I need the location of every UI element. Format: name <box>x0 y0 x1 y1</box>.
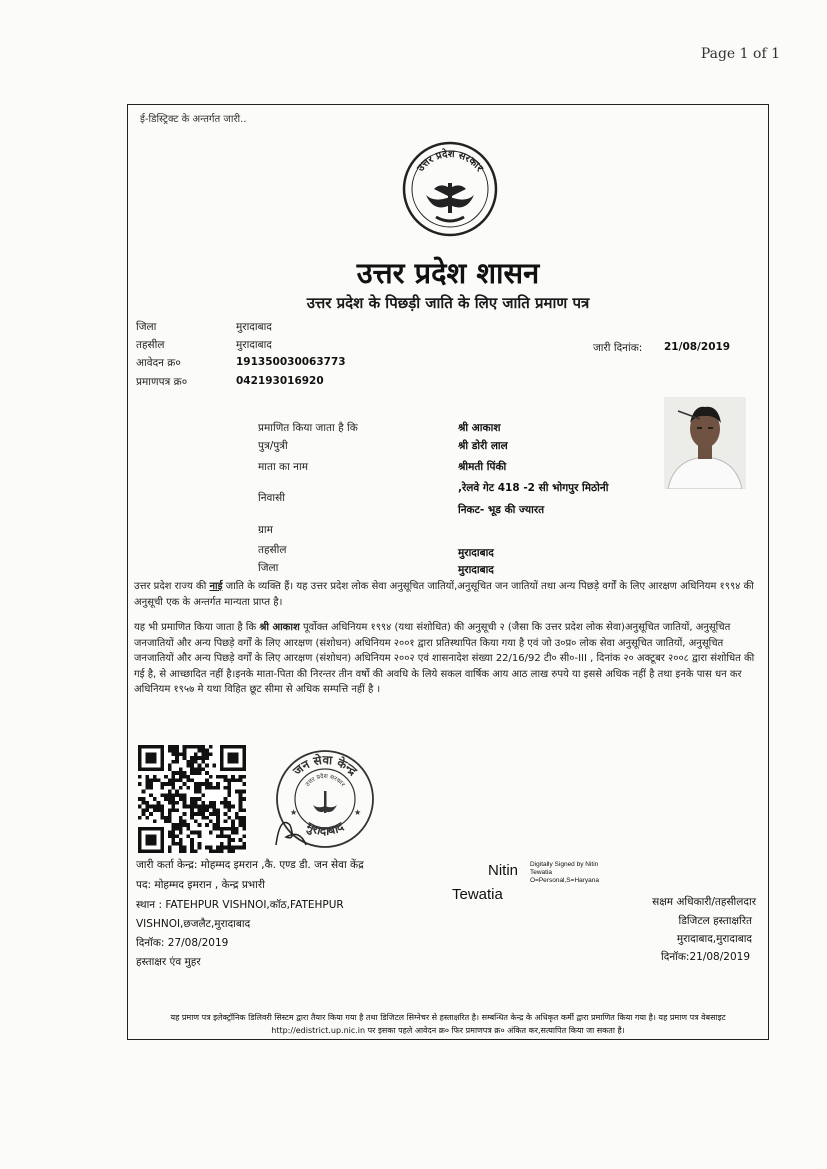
jan-seva-kendra-seal-icon <box>266 745 384 853</box>
tehsil-value: मुरादाबाद <box>236 339 272 351</box>
issuer-signature-label: हस्ताक्षर एंव मुहर <box>136 956 201 968</box>
district-detail-label: जिला <box>258 562 279 574</box>
certificate-frame <box>127 104 769 1040</box>
tehsil-detail-value: मुरादाबाद <box>458 547 494 559</box>
income-statement: यह भी प्रमाणित किया जाता है कि श्री आकाश पूर्वोक्त अधिनियम १९९४ (यथा संशोधित) की अनुसूची २ (जैसा कि उत्तर प्रदेश लोक सेवा)अनुसूचित जातियों, अनुसूचित जनजातियों और अन्य पिछड़े वर्गों के लिए आरक्षण (संशोधन) अधिनियम २००१ द्वारा प्रतिस्थापित किया गया है एवं जो उ०प्र० लोक सेवा अनुसूचित जातियों, अनुसूचित जनजातियों और अन्य पिछड़े वर्गों के लिए आरक्षण (संशोधन) अधिनियम २००२ एवं शासनादेश संख्या 22/16/92 टी० सी०-III , दिनांक २० अक्टूबर २००८ द्वारा संशोधित की गई है, से आच्छादित नहीं है।इनके माता-पिता की निरन्तर तीन वर्षो की अवधि के लिये सकल वार्षिक आय आठ लाख रुपये या इससे अधिक नहीं है तथा इनके पास धन कर अधिनियम १९५७ मे यथा विहित छूट सीमा से अधिक सम्पत्ति नहीं है । <box>134 622 755 695</box>
officer-signature-type: डिजिटल हस्ताक्षरित <box>678 915 752 927</box>
emblem-text: उत्तर प्रदेश सरकार <box>415 148 485 174</box>
svg-text:उत्तर प्रदेश सरकार: उत्तर प्रदेश सरकार <box>304 772 347 789</box>
footer-note: यह प्रमाण पत्र इलेक्ट्रॉनिक डिलिवरी सिस्टम द्वारा तैयार किया गया है तथा डिजिटल सिग्नेचर से हस्ताक्षरित है। सम्बन्धित केन्द्र के अधिकृत कर्मी द्वारा प्रमाणित किया गया है। यह प्रमाण पत्र वेबसाइट http://edistrict.up.nic.in पर इसका पहले आवेदन क्र० फिर प्रमाणपत्र क्र० अंकित कर,सत्यापित किया जा सकता है। <box>170 1013 726 1035</box>
tehsil-label: तहसील <box>136 339 165 351</box>
mother-name: श्रीमती पिंकी <box>458 461 507 473</box>
issuing-centre: जारी कर्ता केन्द्र: मोहम्मद इमरान ,कै. एण्ड डी. जन सेवा केंद्र <box>136 859 364 871</box>
digital-signature-name-first: Nitin <box>488 862 519 879</box>
svg-text:जन सेवा केन्द्र: जन सेवा केन्द्र <box>290 752 360 779</box>
applicant-name-inline: श्री आकाश <box>259 622 300 633</box>
officer-date: दिनॉक:21/08/2019 <box>661 951 750 963</box>
address-line-2: निकट- भूड की ज्यारत <box>458 504 545 516</box>
svg-text:मुरादाबाद: मुरादाबाद <box>304 819 346 838</box>
issuer-date: दिनॉक: 27/08/2019 <box>136 937 229 949</box>
certified-label: प्रमाणित किया जाता है कि <box>258 422 358 434</box>
address-line-1: ,रेलवे गेट 418 -2 सी भोगपुर मिठोनी <box>458 482 609 494</box>
application-label: आवेदन क्र० <box>136 357 181 369</box>
district-label: जिला <box>136 321 157 333</box>
issued-under-note: ई-डिस्ट्रिक्ट के अन्तर्गत जारी.. <box>140 114 247 125</box>
svg-text:★: ★ <box>354 808 362 817</box>
officer-title: सक्षम अधिकारी/तहसीलदार <box>652 896 756 908</box>
officer-location: मुरादाबाद,मुरादाबाद <box>676 933 752 945</box>
district-detail-value: मुरादाबाद <box>458 564 494 576</box>
district-value: मुरादाबाद <box>236 321 272 333</box>
issue-date-label: जारी दिनांक: <box>593 342 643 354</box>
qr-code-icon <box>138 745 246 853</box>
issue-date-value: 21/08/2019 <box>664 341 731 353</box>
relation-label: पुत्र/पुत्री <box>258 440 288 452</box>
village-label: ग्राम <box>258 524 273 536</box>
page-number: Page 1 of 1 <box>700 46 780 62</box>
issuer-place-line-1: स्थान : FATEHPUR VISHNOI,कॉठ,FATEHPUR <box>136 899 344 911</box>
caste-name: नाई <box>209 581 223 592</box>
resident-label: निवासी <box>258 492 285 504</box>
certificate-number: 042193016920 <box>236 375 324 387</box>
issuer-post: पद: मोहम्मद इमरान , केन्द्र प्रभारी <box>136 879 265 891</box>
digital-signature-name-last: Tewatia <box>452 886 503 903</box>
certificate-label: प्रमाणपत्र क्र० <box>136 376 188 388</box>
applicant-photo <box>664 397 746 489</box>
issuer-place-line-2: VISHNOI,छजलैट,मुरादाबाद <box>136 918 251 930</box>
applicant-name: श्री आकाश <box>458 422 501 434</box>
government-title: उत्तर प्रदेश शासन <box>356 256 540 290</box>
certificate-title: उत्तर प्रदेश के पिछड़ी जाति के लिए जाति प्रमाण पत्र <box>306 294 590 312</box>
tehsil-detail-label: तहसील <box>258 544 287 556</box>
mother-label: माता का नाम <box>258 461 308 473</box>
up-emblem-icon <box>400 139 500 239</box>
application-number: 191350030063773 <box>236 356 346 368</box>
svg-text:★: ★ <box>290 808 298 817</box>
digital-signature-details: Digitally Signed by Nitin Tewatia O=Personal,S=Haryana <box>530 861 600 884</box>
caste-statement: उत्तर प्रदेश राज्य की नाई जाति के व्यक्ति हैं। यह उत्तर प्रदेश लोक सेवा अनुसूचित जातियों,अनुसूचित जन जातियों तथा अन्य पिछड़े वर्गों के लिए आरक्षण अधिनियम १९९४ की अनुसूची एक के अन्तर्गत मान्यता प्राप्त है। <box>134 581 754 608</box>
father-name: श्री डोरी लाल <box>458 440 508 452</box>
